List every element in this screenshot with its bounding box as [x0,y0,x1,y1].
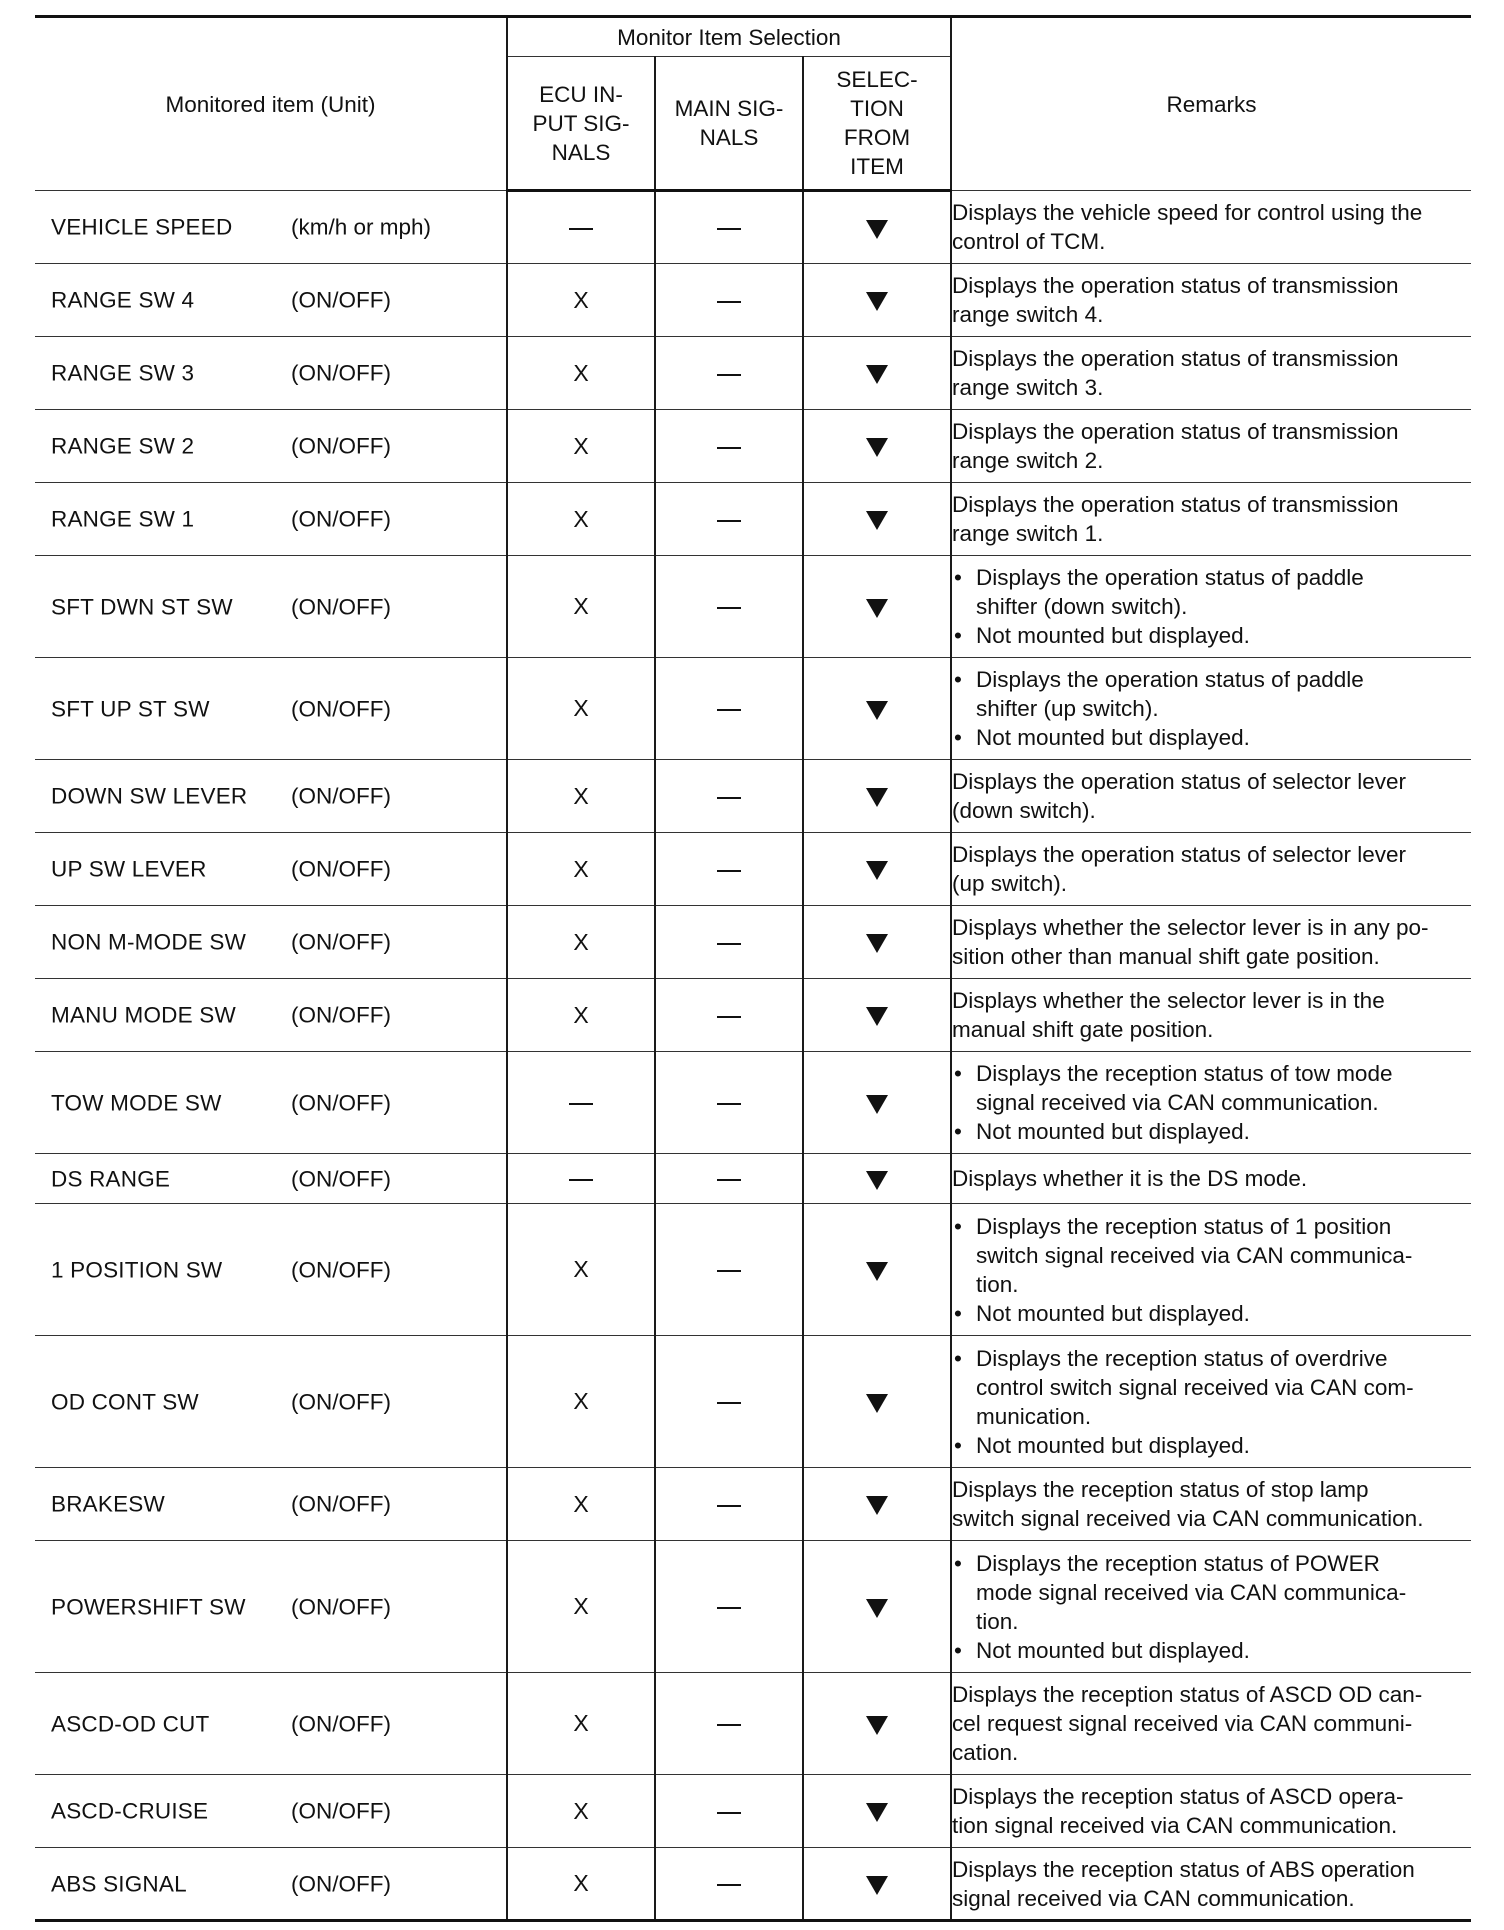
remarks-line: • Displays the operation status of paddle [976,565,1364,590]
main-signals-cell [655,906,803,979]
remarks-cell [951,979,1471,1052]
selection-from-item-cell [803,1468,951,1541]
monitored-item-cell [35,760,507,833]
main-signals-cell [655,556,803,658]
monitored-item-cell [35,1848,507,1921]
remarks-line: range switch 4. [952,302,1104,327]
item-unit: (ON/OFF) [291,287,391,313]
x-mark: X [573,782,589,809]
dash-mark [569,228,593,230]
down-triangle-icon [866,438,888,457]
table-row [35,1468,1471,1541]
remarks-bullet-item [952,723,1471,752]
x-mark: X [573,1490,589,1517]
ecu-input-signals-cell [507,1468,655,1541]
table-row [35,1204,1471,1336]
main-signals-cell [655,337,803,410]
item-unit: (ON/OFF) [291,856,391,882]
remarks-cell [951,556,1471,658]
main-signals-cell [655,658,803,760]
remarks-line: signal received via CAN communication. [976,1090,1379,1115]
down-triangle-icon [866,861,888,880]
main-signals-cell [655,191,803,264]
remarks-line: shifter (up switch). [976,696,1159,721]
down-triangle-icon [866,1095,888,1114]
ecu-input-signals-cell [507,658,655,760]
remarks-line: tion signal received via CAN communication. [952,1813,1398,1838]
main-signals-cell [655,979,803,1052]
remarks-cell [951,906,1471,979]
selection-from-item-cell [803,264,951,337]
table-row [35,760,1471,833]
table-row [35,658,1471,760]
remarks-line: Displays the reception status of stop lamp [952,1477,1369,1502]
item-unit: (ON/OFF) [291,1594,391,1619]
item-unit: (ON/OFF) [291,594,391,619]
table-row [35,1541,1471,1673]
item-unit: (ON/OFF) [291,360,391,386]
remarks-line: shifter (down switch). [976,594,1188,619]
dash-mark [717,228,741,230]
dash-mark [717,1812,741,1814]
ecu-input-signals-cell [507,906,655,979]
table-row [35,483,1471,556]
down-triangle-icon [866,934,888,953]
remarks-line: control of TCM. [952,229,1106,254]
selection-from-item-cell [803,337,951,410]
remarks-line: munication. [976,1403,1092,1429]
x-mark: X [573,1710,589,1736]
selection-from-item-cell [803,1336,951,1468]
item-unit: (ON/OFF) [291,1711,391,1736]
selection-from-item-cell [803,1541,951,1673]
dash-mark [717,1270,741,1272]
monitored-item-cell [35,483,507,556]
selection-from-item-cell [803,833,951,906]
monitored-item-cell [35,1336,507,1468]
remarks-bullet-item [952,563,1471,621]
remarks-line: mode signal received via CAN communica- [976,1579,1407,1605]
item-name: BRAKESW [51,1491,165,1517]
remarks-bullet-list [952,563,1471,650]
table-row [35,979,1471,1052]
down-triangle-icon [866,1496,888,1515]
x-mark: X [573,505,589,532]
x-mark: X [573,1001,589,1028]
remarks-bullet-list [952,1549,1471,1665]
remarks-bullet-item [952,1431,1471,1460]
main-signals-cell [655,1541,803,1673]
remarks-cell [951,1204,1471,1336]
monitor-item-table [35,15,1471,1922]
item-name: DOWN SW LEVER [51,783,248,809]
ecu-input-signals-cell [507,1052,655,1154]
remarks-cell [951,760,1471,833]
remarks-cell [951,1673,1471,1775]
down-triangle-icon [866,1599,888,1618]
remarks-line: Displays whether the selector lever is in the [952,988,1385,1013]
item-unit: (ON/OFF) [291,1871,391,1896]
remarks-line: • Displays the reception status of POWER [976,1550,1380,1576]
table-row [35,191,1471,264]
monitored-item-cell [35,410,507,483]
header-remarks: Remarks [951,17,1471,191]
remarks-line: range switch 1. [952,521,1104,546]
main-signals-cell [655,1154,803,1204]
monitored-item-cell [35,1468,507,1541]
down-triangle-icon [866,701,888,720]
monitored-item-cell [35,833,507,906]
down-triangle-icon [866,292,888,311]
item-unit: (ON/OFF) [291,1389,391,1414]
remarks-bullet-item [952,665,1471,723]
remarks-line: • Not mounted but displayed. [976,623,1250,648]
table-row [35,1775,1471,1848]
down-triangle-icon [866,365,888,384]
main-signals-cell [655,1204,803,1336]
remarks-bullet-item [952,1636,1471,1665]
ecu-input-signals-cell [507,1204,655,1336]
main-signals-cell [655,1848,803,1921]
remarks-line: • Not mounted but displayed. [976,725,1250,750]
dash-mark [717,374,741,376]
ecu-input-signals-cell [507,1336,655,1468]
table-row [35,1673,1471,1775]
remarks-line: sition other than manual shift gate position. [952,944,1380,969]
item-unit: (ON/OFF) [291,433,391,459]
item-name: OD CONT SW [51,1389,199,1414]
item-unit: (ON/OFF) [291,1798,391,1824]
monitored-item-cell [35,658,507,760]
remarks-line: switch signal received via CAN communication. [952,1506,1424,1531]
selection-from-item-cell [803,760,951,833]
monitored-item-cell [35,1775,507,1848]
table-row [35,410,1471,483]
remarks-bullet-item [952,1212,1471,1299]
item-name: RANGE SW 4 [51,287,195,313]
remarks-bullet-list [952,1059,1471,1146]
item-name: ABS SIGNAL [51,1871,187,1896]
x-mark: X [573,359,589,386]
ecu-input-signals-cell [507,337,655,410]
ecu-input-signals-cell [507,760,655,833]
remarks-line: Displays the reception status of ABS operation [952,1856,1415,1882]
monitored-item-cell [35,264,507,337]
remarks-line: • Not mounted but displayed. [976,1432,1250,1458]
main-signals-cell [655,410,803,483]
remarks-cell [951,483,1471,556]
remarks-line: control switch signal received via CAN com- [976,1374,1414,1400]
item-unit: (ON/OFF) [291,783,391,809]
remarks-line: Displays the vehicle speed for control using the [952,200,1423,225]
item-name: SFT DWN ST SW [51,594,233,619]
remarks-cell [951,1154,1471,1204]
item-name: SFT UP ST SW [51,696,210,721]
item-name: UP SW LEVER [51,856,207,882]
ecu-input-signals-cell [507,1154,655,1204]
down-triangle-icon [866,1171,888,1190]
monitored-item-cell [35,337,507,410]
table-row [35,1052,1471,1154]
remarks-line: (down switch). [952,798,1096,823]
remarks-line: Displays the operation status of transmission [952,419,1399,444]
main-signals-cell [655,833,803,906]
table-row [35,1154,1471,1204]
main-signals-cell [655,264,803,337]
remarks-line: tion. [976,1608,1019,1634]
item-name: RANGE SW 1 [51,506,195,532]
dash-mark [717,447,741,449]
remarks-line: • Not mounted but displayed. [976,1119,1250,1144]
remarks-line: • Displays the reception status of overdrive [976,1345,1388,1371]
remarks-cell [951,1052,1471,1154]
remarks-line: Displays whether it is the DS mode. [952,1166,1308,1191]
dash-mark [717,1884,741,1886]
ecu-input-signals-cell [507,979,655,1052]
dash-mark [717,1607,741,1609]
remarks-line: Displays whether the selector lever is in any po- [952,915,1429,940]
remarks-cell [951,833,1471,906]
remarks-cell [951,658,1471,760]
item-name: ASCD-OD CUT [51,1711,210,1736]
item-name: ASCD-CRUISE [51,1798,209,1824]
remarks-line: Displays the operation status of transmission [952,346,1399,371]
remarks-line: range switch 2. [952,448,1104,473]
x-mark: X [573,432,589,459]
ecu-input-signals-cell [507,191,655,264]
main-signals-cell [655,1336,803,1468]
down-triangle-icon [866,1262,888,1281]
item-unit: (ON/OFF) [291,1491,391,1517]
remarks-line: • Displays the reception status of 1 position [976,1213,1392,1239]
remarks-cell [951,337,1471,410]
monitored-item-cell [35,1154,507,1204]
remarks-line: Displays the reception status of ASCD opera- [952,1784,1404,1809]
header-ecu-input-signals: ECU IN- PUT SIG- NALS [507,57,655,191]
selection-from-item-cell [803,410,951,483]
selection-from-item-cell [803,1673,951,1775]
main-signals-cell [655,760,803,833]
monitored-item-cell [35,1541,507,1673]
dash-mark [717,520,741,522]
selection-from-item-cell [803,1848,951,1921]
remarks-line: (up switch). [952,871,1068,896]
monitored-item-cell [35,191,507,264]
monitored-item-cell [35,1204,507,1336]
item-name: NON M-MODE SW [51,929,247,955]
table-row [35,833,1471,906]
remarks-bullet-item [952,621,1471,650]
remarks-bullet-item [952,1059,1471,1117]
item-unit: (ON/OFF) [291,506,391,532]
monitored-item-cell [35,979,507,1052]
remarks-line: signal received via CAN communication. [952,1885,1355,1911]
dash-mark [717,1505,741,1507]
remarks-line: • Displays the operation status of paddle [976,667,1364,692]
item-name: MANU MODE SW [51,1002,236,1028]
remarks-cell [951,264,1471,337]
main-signals-cell [655,1673,803,1775]
dash-mark [717,1103,741,1105]
down-triangle-icon [866,1394,888,1413]
ecu-input-signals-cell [507,1848,655,1921]
item-name: POWERSHIFT SW [51,1594,246,1619]
remarks-bullet-item [952,1549,1471,1636]
remarks-line: Displays the operation status of transmission [952,492,1399,517]
remarks-bullet-item [952,1344,1471,1431]
remarks-line: range switch 3. [952,375,1104,400]
x-mark: X [573,1870,589,1896]
monitored-item-cell [35,1052,507,1154]
remarks-line: tion. [976,1271,1019,1297]
main-signals-cell [655,483,803,556]
remarks-line: cel request signal received via CAN communi- [952,1711,1413,1736]
table-row [35,1336,1471,1468]
remarks-cell [951,1468,1471,1541]
dash-mark [717,301,741,303]
selection-from-item-cell [803,483,951,556]
monitored-item-cell [35,556,507,658]
down-triangle-icon [866,1876,888,1895]
dash-mark [569,1179,593,1181]
item-unit: (ON/OFF) [291,1090,391,1115]
selection-from-item-cell [803,556,951,658]
remarks-line: • Not mounted but displayed. [976,1637,1250,1663]
header-selection-from-item: SELEC- TION FROM ITEM [803,57,951,191]
remarks-line: Displays the operation status of transmission [952,273,1399,298]
remarks-line: • Displays the reception status of tow mode [976,1061,1393,1086]
remarks-cell [951,191,1471,264]
remarks-cell [951,1541,1471,1673]
item-name: RANGE SW 3 [51,360,195,386]
remarks-line: • Not mounted but displayed. [976,1300,1250,1326]
remarks-line: Displays the reception status of ASCD OD can- [952,1682,1423,1707]
item-unit: (ON/OFF) [291,1257,391,1282]
selection-from-item-cell [803,1052,951,1154]
header-monitor-item-selection: Monitor Item Selection [507,17,951,57]
ecu-input-signals-cell [507,483,655,556]
ecu-input-signals-cell [507,410,655,483]
remarks-bullet-list [952,1344,1471,1460]
ecu-input-signals-cell [507,833,655,906]
table-row [35,1848,1471,1921]
dash-mark [717,797,741,799]
item-unit: (ON/OFF) [291,1002,391,1028]
dash-mark [717,1179,741,1181]
table-body [35,191,1471,1921]
remarks-cell [951,1336,1471,1468]
item-name: 1 POSITION SW [51,1257,223,1282]
x-mark: X [573,1388,589,1414]
down-triangle-icon [866,1716,888,1735]
dash-mark [717,870,741,872]
item-unit: (ON/OFF) [291,696,391,721]
main-signals-cell [655,1468,803,1541]
selection-from-item-cell [803,979,951,1052]
dash-mark [717,709,741,711]
remarks-line: switch signal received via CAN communica- [976,1242,1413,1268]
main-signals-cell [655,1052,803,1154]
ecu-input-signals-cell [507,1775,655,1848]
selection-from-item-cell [803,1204,951,1336]
table-row [35,556,1471,658]
table-row [35,337,1471,410]
item-unit: (km/h or mph) [291,214,432,240]
x-mark: X [573,1797,589,1824]
remarks-line: Displays the operation status of selector lever [952,769,1406,794]
dash-mark [717,1402,741,1404]
x-mark: X [573,286,589,313]
remarks-cell [951,410,1471,483]
item-name: TOW MODE SW [51,1090,222,1115]
remarks-bullet-list [952,665,1471,752]
remarks-cell [951,1775,1471,1848]
down-triangle-icon [866,1803,888,1822]
ecu-input-signals-cell [507,1673,655,1775]
dash-mark [717,1016,741,1018]
dash-mark [717,607,741,609]
item-name: DS RANGE [51,1166,171,1191]
item-name: RANGE SW 2 [51,433,195,459]
dash-mark [717,943,741,945]
remarks-bullet-item [952,1117,1471,1146]
remarks-line: cation. [952,1740,1019,1765]
remarks-line: manual shift gate position. [952,1017,1214,1042]
monitored-item-cell [35,906,507,979]
x-mark: X [573,695,589,721]
item-name: VEHICLE SPEED [51,214,233,240]
x-mark: X [573,593,589,619]
x-mark: X [573,928,589,955]
item-unit: (ON/OFF) [291,1166,391,1191]
monitored-item-cell [35,1673,507,1775]
down-triangle-icon [866,511,888,530]
header-monitored-item: Monitored item (Unit) [35,17,507,191]
selection-from-item-cell [803,1775,951,1848]
down-triangle-icon [866,599,888,618]
down-triangle-icon [866,220,888,239]
x-mark: X [573,1256,589,1282]
main-signals-cell [655,1775,803,1848]
dash-mark [569,1103,593,1105]
ecu-input-signals-cell [507,556,655,658]
remarks-bullet-list [952,1212,1471,1328]
x-mark: X [573,855,589,882]
selection-from-item-cell [803,658,951,760]
selection-from-item-cell [803,1154,951,1204]
header-main-signals: MAIN SIG- NALS [655,57,803,191]
down-triangle-icon [866,1007,888,1026]
table-row [35,906,1471,979]
ecu-input-signals-cell [507,1541,655,1673]
dash-mark [717,1724,741,1726]
x-mark: X [573,1593,589,1619]
down-triangle-icon [866,788,888,807]
remarks-cell [951,1848,1471,1921]
remarks-line: Displays the operation status of selector lever [952,842,1406,867]
remarks-bullet-item [952,1299,1471,1328]
ecu-input-signals-cell [507,264,655,337]
table-row [35,264,1471,337]
selection-from-item-cell [803,906,951,979]
selection-from-item-cell [803,191,951,264]
item-unit: (ON/OFF) [291,929,391,955]
